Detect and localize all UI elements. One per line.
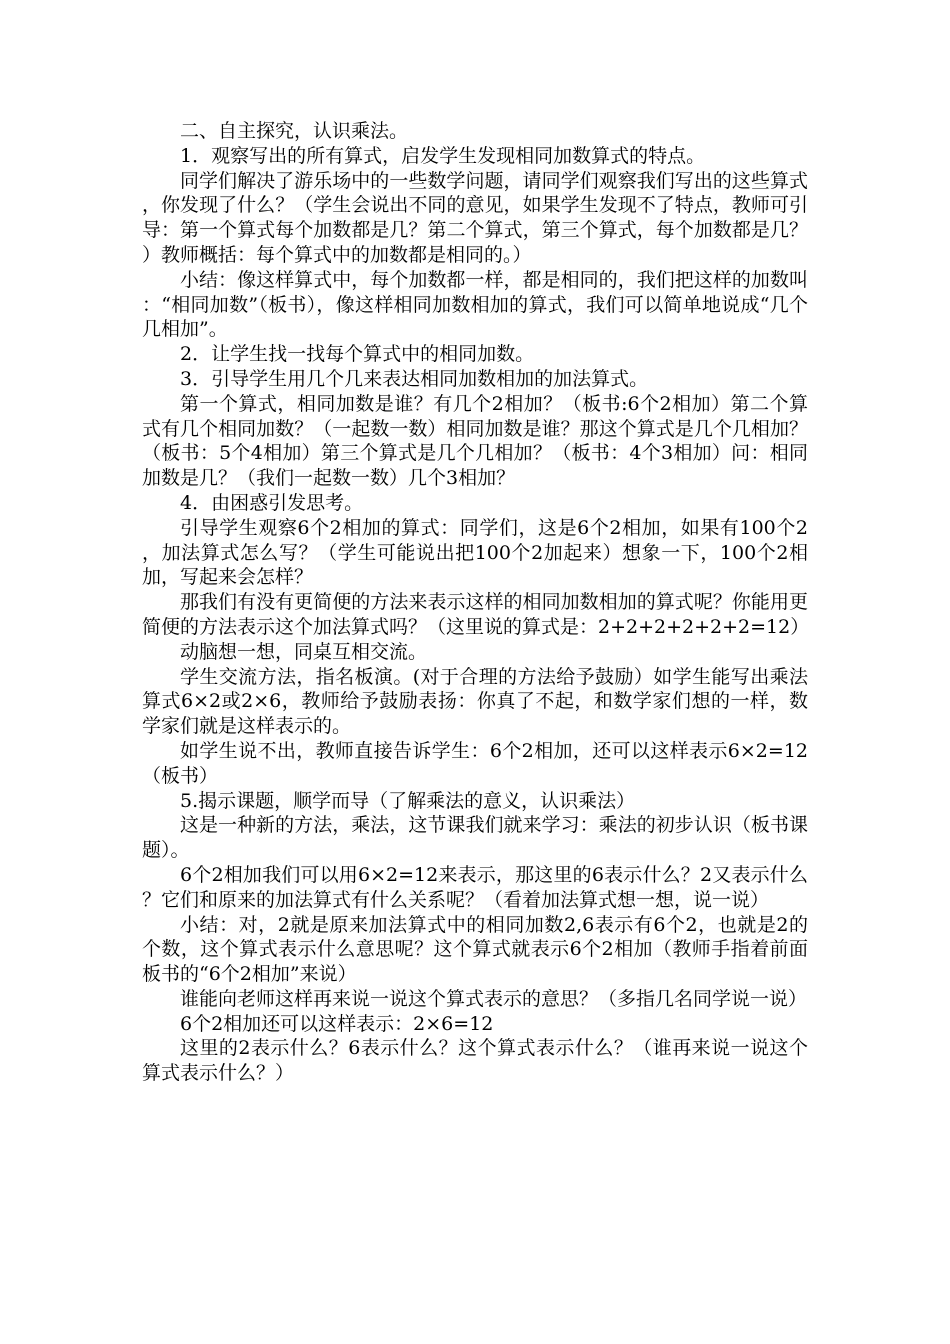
- paragraph: 那我们有没有更简便的方法来表示这样的相同加数相加的算式呢？你能用更简便的方法表示这个加法算式吗？（这里说的算式是：2+2+2+2+2+2=12）: [142, 591, 810, 638]
- document-page: [142, 119, 808, 1086]
- section-heading: 二、自主探究，认识乘法。: [180, 120, 409, 142]
- paragraph: 6个2相加还可以这样表示：2×6=12: [180, 1012, 494, 1035]
- paragraph: 1．观察写出的所有算式，启发学生发现相同加数算式的特点。: [180, 144, 706, 167]
- paragraph: 谁能向老师这样再来说一说这个算式表示的意思？（多指几名同学说一说）: [180, 987, 808, 1010]
- paragraph: 4．由困惑引发思考。: [180, 491, 364, 514]
- paragraph: 6个2相加我们可以用6×2=12来表示，那这里的6表示什么？2又表示什么？它们和原来的加法算式有什么关系呢？（看着加法算式想一想，说一说）: [142, 863, 808, 911]
- paragraph: 同学们解决了游乐场中的一些数学问题，请同学们观察我们写出的这些算式，你发现了什么？（学生会说出不同的意见，如果学生发现不了特点，教师可引导：第一个算式每个加数都是几？第二个算式，第三个算式，每个加数都是几？）教师概括：每个算式中的加数都是相同的。）: [142, 169, 808, 266]
- paragraph: 如学生说不出，教师直接告诉学生：6个2相加，还可以这样表示6×2=12（板书）: [142, 739, 808, 787]
- paragraph: 动脑想一想，同桌互相交流。: [180, 640, 428, 663]
- paragraph: 第一个算式，相同加数是谁？有几个2相加？（板书:6个2相加）第二个算式有几个相同加数？（一起数一数）相同加数是谁？那这个算式是几个几相加？（板书：5个4相加）第三个算式是几个几相加？（板书：4个3相加）问：相同加数是几？（我们一起数一数）几个3相加？: [142, 392, 808, 490]
- paragraph: 5.揭示课题，顺学而导（了解乘法的意义，认识乘法）: [180, 789, 636, 812]
- paragraph: 2．让学生找一找每个算式中的相同加数。: [180, 343, 535, 366]
- paragraph: 这里的2表示什么？6表示什么？这个算式表示什么？（谁再来说一说这个算式表示什么？）: [142, 1037, 808, 1085]
- paragraph: 学生交流方法，指名板演。(对于合理的方法给予鼓励）如学生能写出乘法算式6×2或2×6，教师给予鼓励表扬：你真了不起，和数学家们想的一样，数学家们就是这样表示的。: [142, 665, 808, 738]
- paragraph: 小结：对，2就是原来加法算式中的相同加数2,6表示有6个2，也就是2的个数，这个算式表示什么意思呢？这个算式就表示6个2相加（教师手指着前面板书的“6个2相加”来说）: [142, 913, 808, 986]
- paragraph: 3．引导学生用几个几来表达相同加数相加的加法算式。: [180, 367, 649, 390]
- paragraph: 小结：像这样算式中，每个加数都一样，都是相同的，我们把这样的加数叫：“相同加数”（板书），像这样相同加数相加的算式，我们可以简单地说成“几个几相加”。: [142, 268, 808, 341]
- paragraph: 这是一种新的方法，乘法，这节课我们就来学习：乘法的初步认识（板书课题）。: [142, 814, 808, 862]
- paragraph: 引导学生观察6个2相加的算式：同学们，这是6个2相加，如果有100个2，加法算式怎么写？（学生可能说出把100个2加起来）想象一下，100个2相加，写起来会怎样？: [142, 516, 808, 589]
